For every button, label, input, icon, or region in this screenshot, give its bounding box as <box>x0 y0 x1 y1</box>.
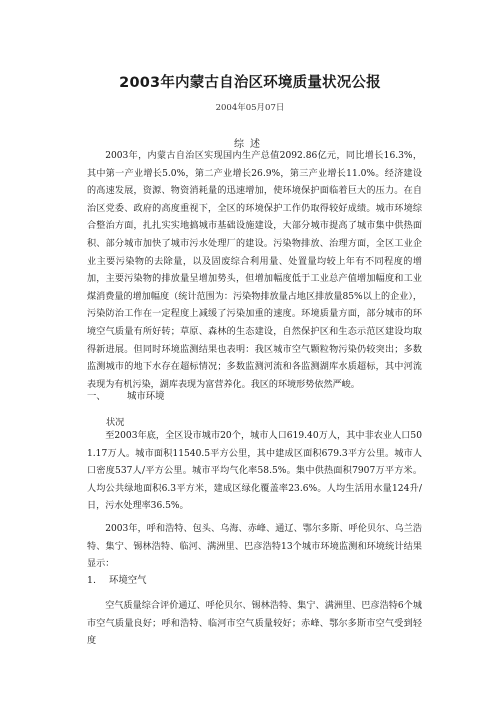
air-quality-block <box>87 598 422 651</box>
section-title: 城市环境 <box>127 391 165 402</box>
status-paragraph: 至2003年底，全区设市城市20个，城市人口619.40万人，其中非农业人口501.17万人。城市面积11540.5平方公里，其中建成区面积679.3平方公里。城市人口密度537人/平方公里。城市平均气化率58.5%。集中供热面积7907万平方米。人均公共绿地面积6.3平方米，建成区绿化覆盖率23.6%。人均生活用水量124升/日，污水处理率36.5%。 <box>87 431 422 512</box>
subsection-heading-ambient-air <box>87 572 147 586</box>
subsection-number: 1. <box>87 575 96 586</box>
status-label: 状况 <box>106 417 125 428</box>
cities-block <box>87 521 422 574</box>
subsection-title: 环境空气 <box>109 575 147 586</box>
publication-date: 2004年05月07日 <box>215 103 285 113</box>
summary-section <box>87 148 422 394</box>
status-block <box>87 428 422 516</box>
section-number: 一、 <box>87 391 106 402</box>
cities-paragraph: 2003年，呼和浩特、包头、乌海、赤峰、通辽、鄂尔多斯、呼伦贝尔、乌兰浩特、集宁、锡林浩特、临河、满洲里、巴彦浩特13个城市环境监测和环境统计结果显示： <box>87 524 422 570</box>
document-title: 2003年内蒙古自治区环境质量状况公报 <box>119 75 381 91</box>
summary-paragraph: 2003年，内蒙古自治区实现国内生产总值2092.86亿元，同比增长16.3%，其中第一产业增长5.0%，第二产业增长26.9%，第三产业增长11.0%。经济建设的高速发展，资源、物资消耗量的迅速增加，使环境保护面临着巨大的压力。在自治区党委、政府的高度重视下，全区的环境保护工作仍取得较好成绩。城市环境综合整治方面，扎扎实实地搞城市基础设施建设，大部分城市提高了城市集中供热面积、部分城市加快了城市污水处理厂的建设。污染物排放、治理方面，全区工业企业主要污染物的去除量，以及固废综合利用量、处置量均较上年有不同程度的增加，主要污染物的排放量呈增加势头，但增加幅度低于工业总产值增加幅度和工业煤消费量的增加幅度（统计范围为：污染物排放量占地区排放量85%以上的企业），污染防治工作在一定程度上减缓了污染加重的速度。环境质量方面，部分城市的环境空气质量有所好转；草原、森林的生态建设，自然保护区和生态示范区建设均取得新进展。但同时环境监测结果也表明：我区城市空气颗粒物污染仍较突出；多数监测城市的地下水存在超标情况；多数监测河流和各监测湖库水质超标，其中河流表现为有机污染，湖库表现为富营养化。我区的环境形势依然严峻。 <box>87 151 422 390</box>
summary-heading: 综述 <box>234 139 266 150</box>
air-quality-paragraph: 空气质量综合评价通辽、呼伦贝尔、锡林浩特、集宁、满洲里、巴彦浩特6个城市空气质量良好；呼和浩特、临河市空气质量较好；赤峰、鄂尔多斯市空气受到轻度 <box>87 601 422 647</box>
section-heading-urban-environment <box>87 388 165 402</box>
